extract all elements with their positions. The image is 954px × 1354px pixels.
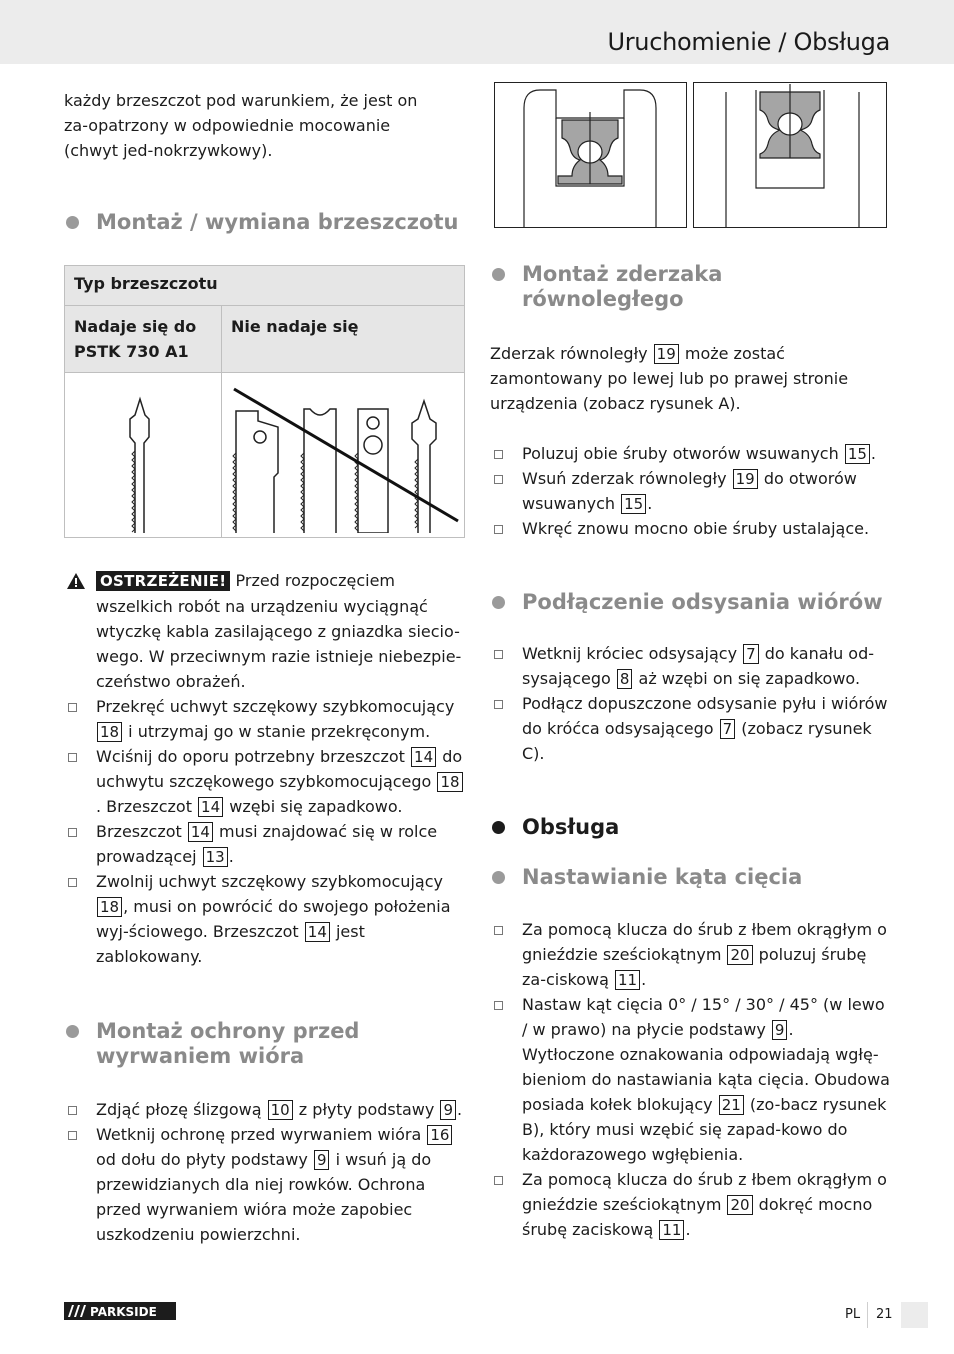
ref-number: 9 bbox=[314, 1150, 330, 1170]
ref-number: 10 bbox=[268, 1100, 293, 1120]
list-item: Zdjąć płozę ślizgową 10 z płyty podstawy 9 . bbox=[64, 1097, 464, 1122]
bullet-dot-icon bbox=[66, 216, 79, 229]
list-item: Przekręć uchwyt szczękowy szybkomocujący 18 i utrzymaj go w stanie przekręconym. bbox=[64, 694, 464, 744]
list-item: Wciśnij do oporu potrzebny brzeszczot 14 do uchwytu szczękowego szybkomocującego 18. Brzeszczot 14 wzębi się zapadkowo. bbox=[64, 744, 464, 819]
ref-number: 13 bbox=[203, 847, 228, 867]
checkbox-bullet-icon bbox=[68, 1131, 77, 1140]
bullet-dot-icon bbox=[492, 268, 505, 281]
heading-text: Montaż zderzaka równoległego bbox=[522, 262, 723, 311]
left-column bbox=[64, 88, 464, 1247]
heading-text: Montaż ochrony przed wyrwaniem wióra bbox=[96, 1019, 360, 1068]
checkbox-bullet-icon bbox=[494, 700, 503, 709]
heading-operation bbox=[490, 815, 890, 840]
heading-cutting-angle bbox=[490, 865, 890, 890]
parkside-logo bbox=[64, 1302, 176, 1324]
bullet-dot-icon bbox=[66, 1025, 79, 1038]
list-item: Za pomocą klucza do śrub z łbem okrągłym o gnieździe sześciokątnym 20 dokręć mocno śrubę zaciskową 11 . bbox=[490, 1167, 890, 1242]
checkbox-bullet-icon bbox=[494, 926, 503, 935]
ref-number: 15 bbox=[621, 494, 646, 514]
heading-text: Montaż / wymiana brzeszczotu bbox=[96, 210, 459, 234]
ref-number: 14 bbox=[198, 797, 223, 817]
heading-parallel-fence bbox=[490, 262, 890, 312]
ref-number: 19 bbox=[733, 469, 758, 489]
checkbox-bullet-icon bbox=[494, 1001, 503, 1010]
ref-number: 9 bbox=[772, 1020, 788, 1040]
list-item: Za pomocą klucza do śrub z łbem okrągłym o gnieździe sześciokątnym 20 poluzuj śrubę za-ciskową 11 . bbox=[490, 917, 890, 992]
heading-text: Podłączenie odsysania wiórów bbox=[522, 590, 883, 614]
ref-number: 9 bbox=[440, 1100, 456, 1120]
ref-number: 18 bbox=[437, 772, 462, 792]
right-column bbox=[490, 262, 890, 1242]
ref-number: 20 bbox=[727, 1195, 752, 1215]
list-item: Nastaw kąt cięcia 0° / 15° / 30° / 45° (w lewo / w prawo) na płycie podstawy 9 . Wytłoczone oznakowania odpowiadają wgłę-bieniom do nastawiania kąta cięcia. Obudowa posiada kołek blokujący 21 (zo-bacz rysunek B), który musi wzębić się zapad-kowo do każdorazowego wgłębienia. bbox=[490, 992, 890, 1167]
table-header: Typ brzeszczotu bbox=[65, 266, 465, 306]
footer-divider bbox=[867, 1302, 868, 1328]
ref-number: 20 bbox=[727, 945, 752, 965]
bullet-dot-icon bbox=[492, 596, 505, 609]
page-number: 21 bbox=[876, 1307, 893, 1322]
heading-blade-mount bbox=[64, 210, 464, 235]
warning-block bbox=[64, 568, 464, 694]
ref-number: 14 bbox=[305, 922, 330, 942]
figure-fence-slots bbox=[494, 82, 888, 228]
blade-type-table bbox=[64, 265, 465, 538]
list-item: Podłącz dopuszczone odsysanie pyłu i wiórów do króćca odsysającego 7 (zobacz rysunek C). bbox=[490, 691, 890, 766]
parkside-logo-icon bbox=[64, 1302, 176, 1320]
ref-number: 14 bbox=[188, 822, 213, 842]
page-title: Uruchomienie / Obsługa bbox=[607, 28, 890, 56]
ref-number: 19 bbox=[654, 344, 679, 364]
suitable-blade-cell bbox=[65, 373, 222, 538]
ref-number: 11 bbox=[659, 1220, 684, 1240]
ref-number: 8 bbox=[617, 669, 633, 689]
ref-number: 16 bbox=[427, 1125, 452, 1145]
heading-chip-guard bbox=[64, 1019, 464, 1069]
ref-number: 14 bbox=[411, 747, 436, 767]
checkbox-bullet-icon bbox=[68, 753, 77, 762]
heading-dust-extraction bbox=[490, 590, 890, 615]
bullet-dot-icon bbox=[492, 821, 505, 834]
checkbox-bullet-icon bbox=[68, 703, 77, 712]
ref-number: 21 bbox=[719, 1095, 744, 1115]
checkbox-bullet-icon bbox=[494, 450, 503, 459]
checkbox-bullet-icon bbox=[68, 1106, 77, 1115]
footer-tab bbox=[901, 1302, 928, 1328]
list-item: Brzeszczot 14 musi znajdować się w rolce prowadzącej 13 . bbox=[64, 819, 464, 869]
list-item: Wkręć znowu mocno obie śruby ustalające. bbox=[490, 516, 890, 541]
list-item: Wsuń zderzak równoległy 19 do otworów wsuwanych 15 . bbox=[490, 466, 890, 516]
language-code: PL bbox=[845, 1307, 861, 1322]
table-col-suitable: Nadaje się do PSTK 730 A1 bbox=[65, 306, 222, 373]
warning-triangle-icon bbox=[66, 572, 86, 590]
ref-number: 7 bbox=[720, 719, 736, 739]
ref-number: 7 bbox=[743, 644, 759, 664]
warning-text: Przed rozpoczęciem wszelkich robót na urządzeniu wyciągnąć wtyczkę kabla zasilającego z gniazdka siecio-wego. W przeciwnym razie istnieje niebezpie-czeństwo obrażeń. bbox=[96, 571, 462, 691]
warning-badge: OSTRZEŻENIE! bbox=[96, 571, 230, 591]
heading-text: Obsługa bbox=[522, 815, 620, 839]
unsuitable-blades-icon bbox=[222, 373, 464, 533]
checkbox-bullet-icon bbox=[494, 525, 503, 534]
checkbox-bullet-icon bbox=[68, 878, 77, 887]
checkbox-bullet-icon bbox=[494, 650, 503, 659]
header-bar bbox=[0, 0, 954, 64]
ref-number: 15 bbox=[845, 444, 870, 464]
checkbox-bullet-icon bbox=[68, 828, 77, 837]
list-item: Wetknij ochronę przed wyrwaniem wióra 16 od dołu do płyty podstawy 9 i wsuń ją do przewidzianych dla niej rowków. Ochrona przed wyrwaniem wióra może zapobiec uszkodzeniu powierzchni. bbox=[64, 1122, 464, 1247]
ref-number: 11 bbox=[615, 970, 640, 990]
unsuitable-blade-cell bbox=[222, 373, 465, 538]
ref-number: 18 bbox=[97, 722, 122, 742]
bullet-dot-icon bbox=[492, 871, 505, 884]
checkbox-bullet-icon bbox=[494, 1176, 503, 1185]
heading-text: Nastawianie kąta cięcia bbox=[522, 865, 803, 889]
fence-paragraph: Zderzak równoległy 19 może zostać zamontowany po lewej lub po prawej stronie urządzenia (zobacz rysunek A). bbox=[490, 344, 849, 413]
intro-paragraph: każdy brzeszczot pod warunkiem, że jest on za-opatrzony w odpowiednie mocowanie (chwyt jed-nokrzywkowy). bbox=[64, 91, 418, 160]
list-item: Wetknij króciec odsysający 7 do kanału od-sysającego 8 aż wzębi on się zapadkowo. bbox=[490, 641, 890, 691]
ref-number: 18 bbox=[97, 897, 122, 917]
checkbox-bullet-icon bbox=[494, 475, 503, 484]
brand-text: PARKSIDE bbox=[90, 1305, 157, 1319]
table-col-unsuitable: Nie nadaje się bbox=[222, 306, 465, 373]
suitable-blade-icon bbox=[65, 373, 221, 533]
list-item: Zwolnij uchwyt szczękowy szybkomocujący 18 , musi on powrócić do swojego położenia wyj-ściowego. Brzeszczot 14 jest zablokowany. bbox=[64, 869, 464, 969]
list-item: Poluzuj obie śruby otworów wsuwanych 15 . bbox=[490, 441, 890, 466]
